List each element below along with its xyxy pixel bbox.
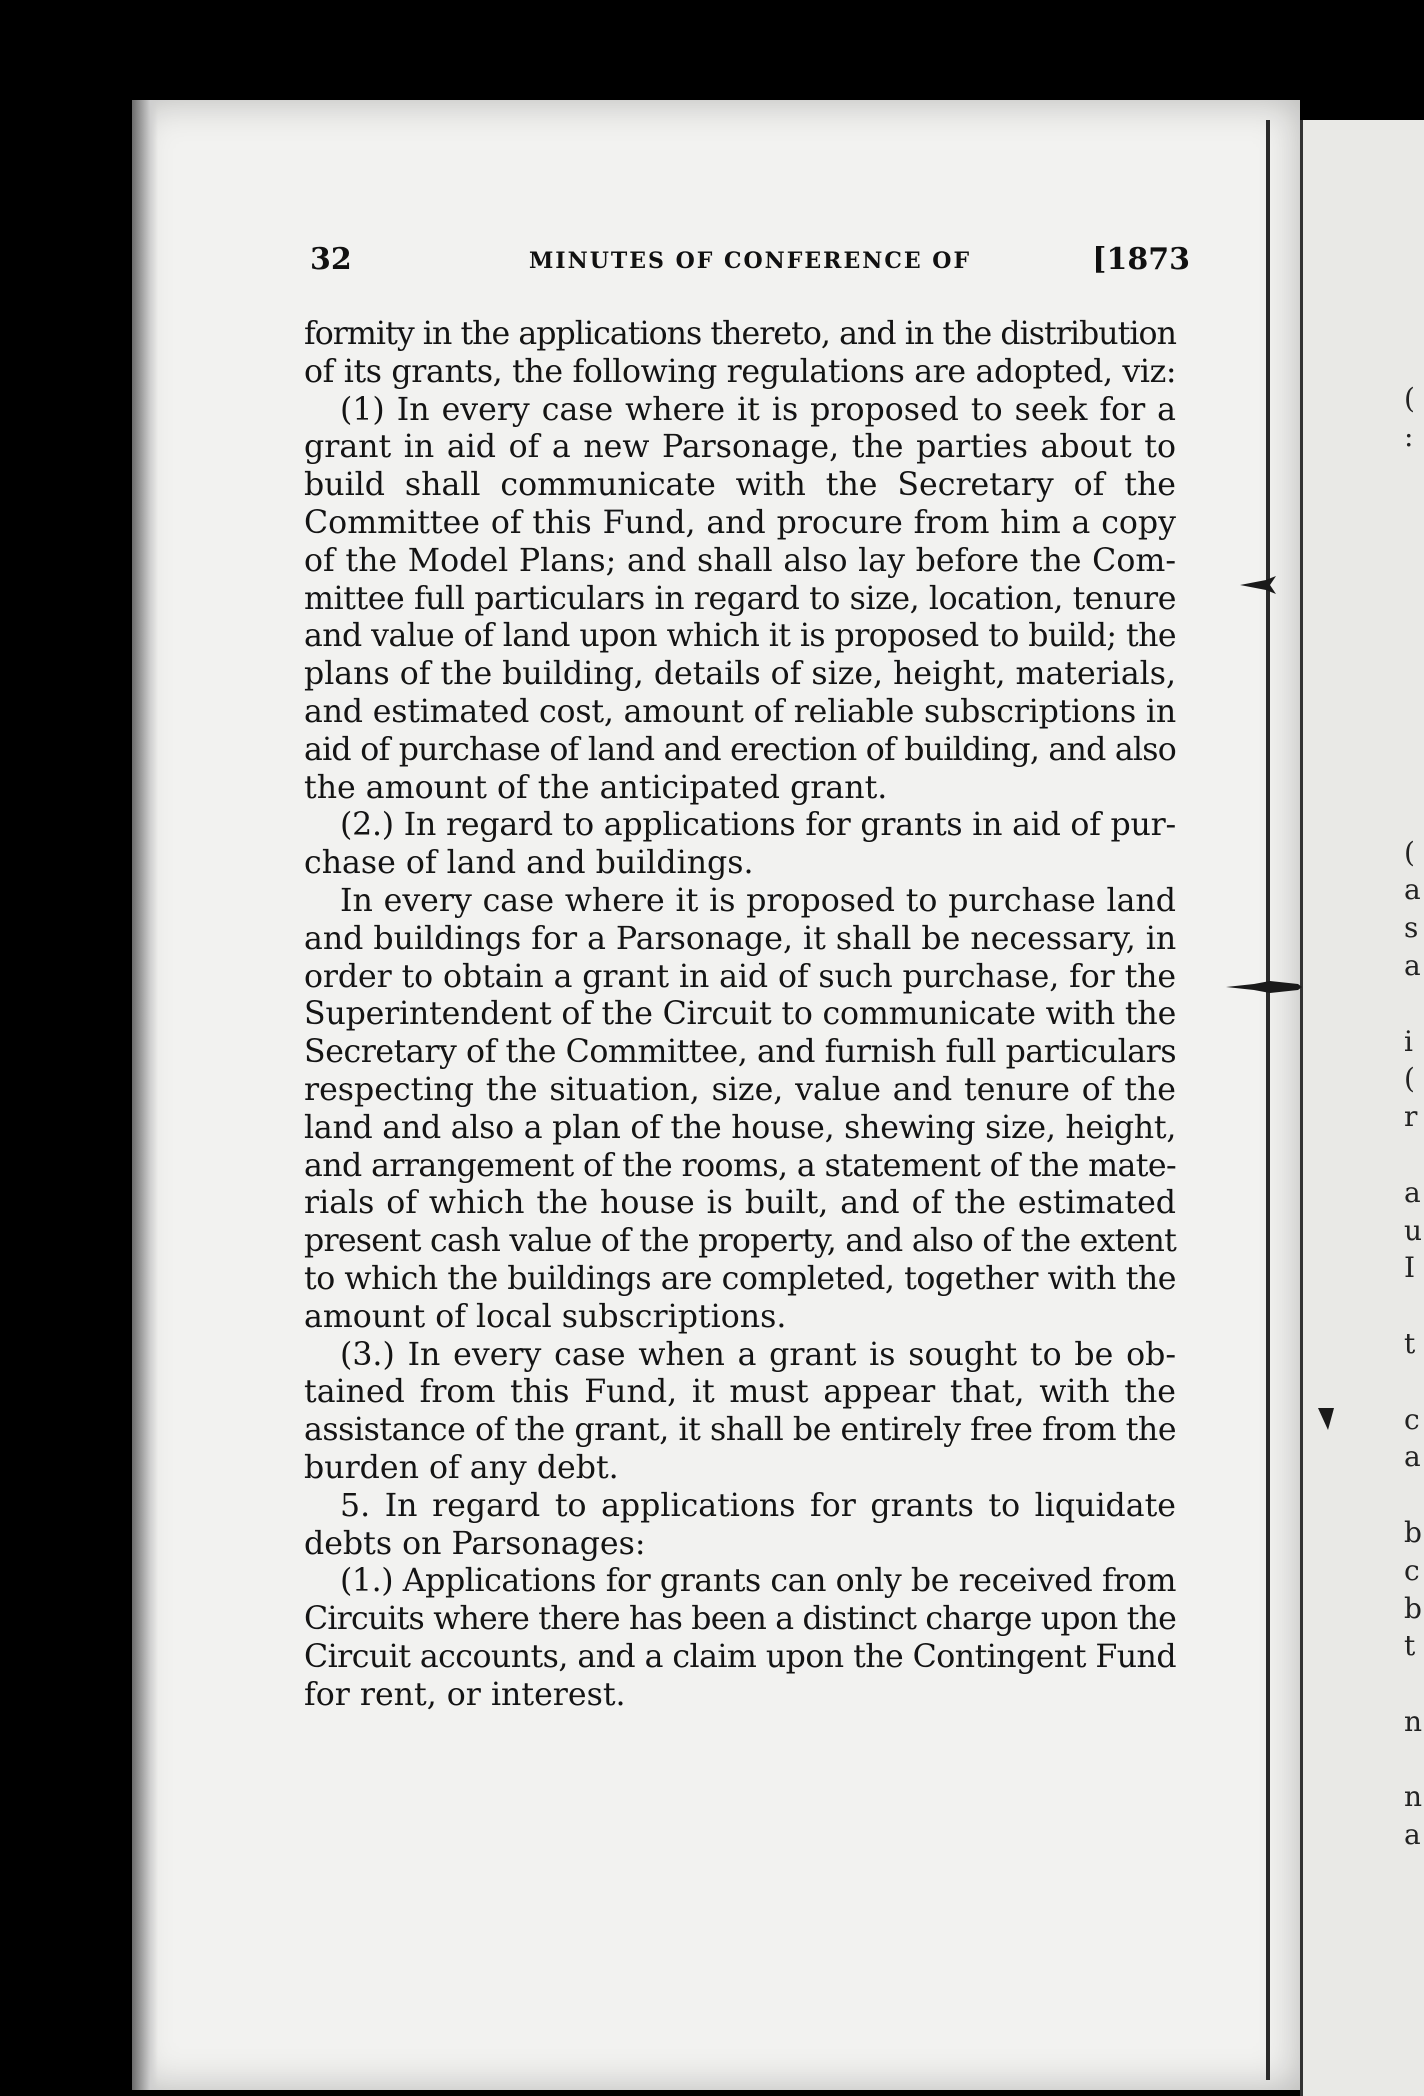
- text-line: (1) In every case where it is proposed to seek for a: [340, 391, 1176, 428]
- facing-page-fragment: [1404, 1287, 1424, 1325]
- text-line: formity in the applications thereto, and in the distribution: [304, 316, 1176, 352]
- text-line: (1.) Applications for grants can only be received from: [340, 1563, 1177, 1600]
- text-line: burden of any debt.: [304, 1449, 619, 1486]
- facing-page-fragment: a: [1404, 1818, 1421, 1852]
- facing-page-fragment: [1404, 456, 1424, 494]
- text-line: grant in aid of a new Parsonage, the parties about to: [304, 429, 1176, 466]
- text-line: build shall communicate with the Secretary of the: [304, 467, 1176, 504]
- page-header: [310, 242, 1190, 288]
- text-line: present cash value of the property, and also of the extent: [304, 1223, 1177, 1260]
- facing-page-fragment: n: [1404, 1704, 1423, 1738]
- facing-page-text-fragments: [1404, 380, 1424, 1854]
- text-line: and buildings for a Parsonage, it shall be necessary, in: [304, 920, 1177, 957]
- text-line: plans of the building, details of size, height, materials,: [304, 656, 1177, 693]
- facing-page-fragment: t: [1404, 1629, 1416, 1663]
- facing-page-fragment: t: [1404, 1326, 1416, 1360]
- text-line: and arrangement of the rooms, a statement of the mate-: [304, 1147, 1177, 1184]
- manicule-mark: [1236, 574, 1288, 596]
- facing-page-fragment: [1404, 569, 1424, 607]
- text-line: Committee of this Fund, and procure from him a copy: [304, 504, 1176, 541]
- text-line: rials of which the house is built, and of the estimated: [304, 1185, 1176, 1222]
- text-line: and value of land upon which it is proposed to build; the: [304, 618, 1176, 655]
- text-line: (3.) In every case when a grant is sought to be ob-: [340, 1336, 1176, 1373]
- text-line: (2.) In regard to applications for grants in aid of pur-: [340, 807, 1176, 844]
- text-line: mittee full particulars in regard to size, location, tenure: [304, 580, 1176, 617]
- text-line: Circuits where there has been a distinct charge upon the: [304, 1601, 1176, 1638]
- facing-page-fragment: [1404, 531, 1424, 569]
- facing-page-fragment: a: [1404, 1175, 1421, 1209]
- facing-page-fragment: [1404, 796, 1424, 834]
- text-line: of the Model Plans; and shall also lay before the Com-: [304, 542, 1176, 579]
- text-line: amount of local subscriptions.: [304, 1298, 787, 1335]
- page-gutter: [1266, 120, 1270, 2080]
- facing-page-fragment: c: [1404, 1553, 1420, 1587]
- facing-page-fragment: b: [1404, 1591, 1422, 1625]
- text-line: order to obtain a grant in aid of such purchase, for the: [304, 958, 1177, 995]
- facing-page-fragment: [1404, 645, 1424, 683]
- text-line: aid of purchase of land and erection of building, and also: [304, 731, 1176, 768]
- text-line: and estimated cost, amount of reliable subscriptions in: [304, 693, 1176, 730]
- facing-page-fragment: a: [1404, 1440, 1421, 1474]
- text-line: to which the buildings are completed, together with the: [304, 1260, 1176, 1297]
- facing-page-fragment: [1404, 985, 1424, 1023]
- text-line: Circuit accounts, and a claim upon the Contingent Fund: [304, 1638, 1176, 1675]
- text-line: 5. In regard to applications for grants to liquidate: [340, 1487, 1176, 1524]
- facing-page-fragment: [1404, 1363, 1424, 1401]
- facing-page-fragment: b: [1404, 1515, 1422, 1549]
- facing-page-fragment: [1404, 758, 1424, 796]
- facing-page-fragment: [1404, 682, 1424, 720]
- facing-page-fragment: i: [1404, 1024, 1413, 1058]
- text-line: Superintendent of the Circuit to communicate with the: [304, 996, 1177, 1033]
- text-line: debts on Parsonages:: [304, 1525, 646, 1562]
- facing-page-fragment: I: [1404, 1251, 1416, 1285]
- facing-page-fragment: (: [1404, 382, 1415, 415]
- text-line: for rent, or interest.: [304, 1676, 626, 1713]
- facing-page-fragment: [1404, 1741, 1424, 1779]
- facing-page-fragment: [1404, 1136, 1424, 1174]
- facing-page-fragment: [1404, 607, 1424, 645]
- text-line: assistance of the grant, it shall be entirely free from the: [304, 1412, 1177, 1449]
- running-head: MINUTES OF CONFERENCE OF: [528, 248, 972, 274]
- facing-page-fragment: n: [1404, 1780, 1423, 1814]
- text-line: respecting the situation, size, value and tenure of the: [304, 1071, 1176, 1108]
- text-line: of its grants, the following regulations are adopted, viz:: [304, 353, 1177, 390]
- text-line: tained from this Fund, it must appear that, with the: [304, 1374, 1176, 1411]
- text-line: land and also a plan of the house, shewing size, height,: [304, 1109, 1177, 1146]
- manicule-mark: [1224, 976, 1304, 998]
- facing-page-fragment: a: [1404, 948, 1421, 982]
- facing-page-fragment: u: [1404, 1213, 1423, 1247]
- facing-page-fragment: [1404, 493, 1424, 531]
- facing-page-fragment: [1404, 720, 1424, 758]
- facing-page-fragment: c: [1404, 1402, 1420, 1436]
- facing-page-fragment: r: [1404, 1100, 1418, 1134]
- facing-page-fragment: [1404, 1476, 1424, 1514]
- text-line: chase of land and buildings.: [304, 845, 754, 882]
- header-year: [1873: [1092, 242, 1190, 277]
- facing-page-fragment: a: [1404, 873, 1421, 907]
- page-number: 32: [310, 242, 352, 277]
- facing-page-fragment: (: [1404, 835, 1415, 869]
- manicule-mark: [1312, 1404, 1340, 1434]
- facing-page-fragment: (: [1404, 1062, 1415, 1096]
- body-text: [304, 316, 1176, 1714]
- text-line: the amount of the anticipated grant.: [304, 769, 888, 806]
- text-line: In every case where it is proposed to purchase land: [340, 882, 1176, 919]
- text-line: Secretary of the Committee, and furnish full particulars: [304, 1034, 1177, 1071]
- facing-page-fragment: :: [1404, 419, 1414, 453]
- facing-page-fragment: [1404, 1665, 1424, 1703]
- facing-page-fragment: s: [1404, 911, 1419, 945]
